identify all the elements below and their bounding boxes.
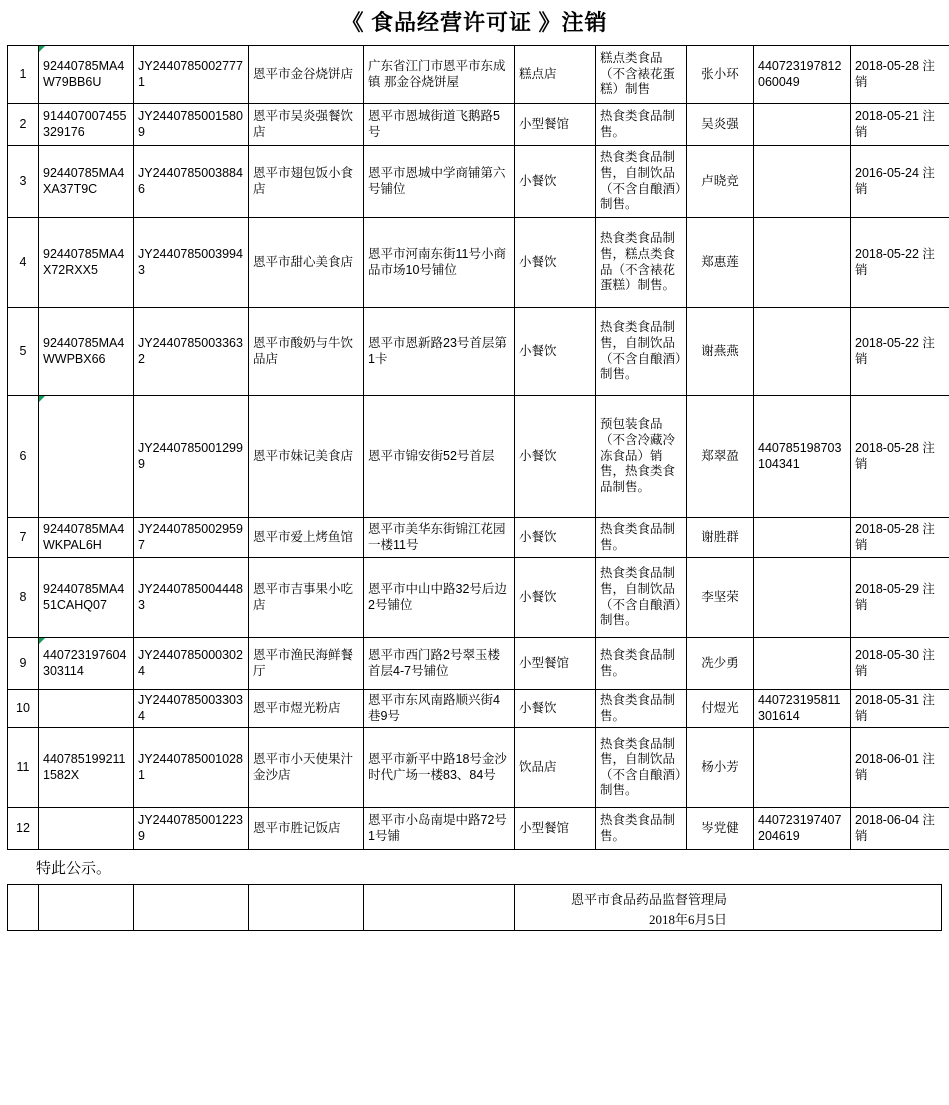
- footer-cell-2: [39, 885, 134, 931]
- table-row: [8, 308, 949, 396]
- cell-address: 恩平市河南东街11号小商品市场10号铺位: [364, 218, 515, 308]
- cell-business-name: 恩平市妹记美食店: [249, 396, 364, 518]
- footer-note: 特此公示。: [36, 861, 112, 878]
- cell-category: 小餐饮: [515, 308, 596, 396]
- cell-scope: 预包装食品（不含冷藏冷冻食品）销售，热食类食品制售。: [596, 396, 687, 518]
- cell-business-name: 恩平市胜记饭店: [249, 808, 364, 850]
- cell-id-no: [754, 518, 851, 558]
- cell-legal-person: 郑惠莲: [687, 218, 754, 308]
- issue-date: 2018年6月5日: [648, 911, 727, 927]
- cell-license-no: JY24407850003024: [134, 638, 249, 690]
- cell-legal-person: 李坚荣: [687, 558, 754, 638]
- cell-category: 小餐饮: [515, 558, 596, 638]
- cell-license-no: JY24407850012239: [134, 808, 249, 850]
- cell-id-no: 440723197812060049: [754, 46, 851, 104]
- cell-business-name: 恩平市小天使果汁金沙店: [249, 728, 364, 808]
- cell-legal-person: 张小环: [687, 46, 754, 104]
- cell-id-no: 440723195811301614: [754, 690, 851, 728]
- table-row: [8, 638, 949, 690]
- cancellation-table: [7, 45, 949, 850]
- cell-license-no: JY24407850033034: [134, 690, 249, 728]
- cell-social-credit-code: 92440785MA4WKPAL6H: [39, 518, 134, 558]
- cell-legal-person: 卢晓竞: [687, 146, 754, 218]
- cell-scope: 热食类食品制售，自制饮品（不含自酿酒）制售。: [596, 308, 687, 396]
- cell-scope: 热食类食品制售，自制饮品（不含自酿酒）制售。: [596, 146, 687, 218]
- cell-business-name: 恩平市酸奶与牛饮品店: [249, 308, 364, 396]
- cell-scope: 热食类食品制售。: [596, 808, 687, 850]
- cell-id-no: [754, 218, 851, 308]
- cell-business-name: 恩平市甜心美食店: [249, 218, 364, 308]
- cell-date: 2018-05-28 注销: [851, 518, 949, 558]
- cell-business-name: 恩平市渔民海鲜餐厅: [249, 638, 364, 690]
- row-index: 4: [8, 218, 39, 308]
- cell-license-no: JY24407850010281: [134, 728, 249, 808]
- table-row: [8, 146, 949, 218]
- cell-id-no: [754, 728, 851, 808]
- cell-address: 恩平市恩城中学商铺第六号铺位: [364, 146, 515, 218]
- cell-address: 恩平市恩城街道飞鹅路5号: [364, 104, 515, 146]
- table-row: [8, 396, 949, 518]
- table-row: [8, 104, 949, 146]
- cell-category: 小型餐馆: [515, 104, 596, 146]
- cell-business-name: 恩平市吉事果小吃店: [249, 558, 364, 638]
- cell-address: 恩平市中山中路32号后边2号铺位: [364, 558, 515, 638]
- cell-scope: 热食类食品制售。: [596, 638, 687, 690]
- cell-social-credit-code: 914407007455329176: [39, 104, 134, 146]
- cell-category: 小餐饮: [515, 396, 596, 518]
- cell-business-name: 恩平市金谷烧饼店: [249, 46, 364, 104]
- cell-scope: 热食类食品制售，糕点类食品（不含裱花蛋糕）制售。: [596, 218, 687, 308]
- cell-business-name: 恩平市吴炎强餐饮店: [249, 104, 364, 146]
- cell-category: 小餐饮: [515, 518, 596, 558]
- cell-license-no: JY24407850029597: [134, 518, 249, 558]
- row-index: 10: [8, 690, 39, 728]
- cell-legal-person: 冼少勇: [687, 638, 754, 690]
- cell-date: 2018-05-28 注销: [851, 396, 949, 518]
- table-row: [8, 558, 949, 638]
- footer-table: [7, 884, 942, 931]
- cell-scope: 糕点类食品（不含裱花蛋糕）制售: [596, 46, 687, 104]
- cell-date: 2018-06-04 注销: [851, 808, 949, 850]
- cell-date: 2018-05-22 注销: [851, 308, 949, 396]
- cell-scope: 热食类食品制售，自制饮品（不含自酿酒）制售。: [596, 728, 687, 808]
- cell-category: 糕点店: [515, 46, 596, 104]
- cell-date: 2018-06-01 注销: [851, 728, 949, 808]
- cell-id-no: [754, 308, 851, 396]
- cell-social-credit-code: [39, 808, 134, 850]
- table-row: [8, 218, 949, 308]
- table-row: [8, 518, 949, 558]
- row-index: 1: [8, 46, 39, 104]
- row-index: 7: [8, 518, 39, 558]
- table-row: [8, 690, 949, 728]
- cell-id-no: [754, 104, 851, 146]
- row-index: 2: [8, 104, 39, 146]
- footer-cell-1: [8, 885, 39, 931]
- cell-legal-person: 付煜光: [687, 690, 754, 728]
- footer-cell-3: [134, 885, 249, 931]
- cell-social-credit-code: 92440785MA4W79BB6U: [39, 46, 134, 104]
- cell-date: 2018-05-21 注销: [851, 104, 949, 146]
- cell-scope: 热食类食品制售，自制饮品（不含自酿酒）制售。: [596, 558, 687, 638]
- table-row: [8, 46, 949, 104]
- row-index: 9: [8, 638, 39, 690]
- cell-category: 饮品店: [515, 728, 596, 808]
- cell-date: 2018-05-31 注销: [851, 690, 949, 728]
- cell-legal-person: 谢燕燕: [687, 308, 754, 396]
- row-index: 6: [8, 396, 39, 518]
- cell-legal-person: 郑翠盈: [687, 396, 754, 518]
- cell-address: 广东省江门市恩平市东成镇 那金谷烧饼屋: [364, 46, 515, 104]
- cell-date: 2018-05-29 注销: [851, 558, 949, 638]
- cell-social-credit-code: 92440785MA4X72RXX5: [39, 218, 134, 308]
- cell-scope: 热食类食品制售。: [596, 104, 687, 146]
- cell-id-no: 440723197407204619: [754, 808, 851, 850]
- footer-signature-cell: [515, 885, 942, 931]
- cell-scope: 热食类食品制售。: [596, 518, 687, 558]
- cell-business-name: 恩平市爱上烤鱼馆: [249, 518, 364, 558]
- issuer-name: 恩平市食品药品监督管理局: [570, 892, 727, 908]
- cell-date: 2018-05-30 注销: [851, 638, 949, 690]
- row-index: 3: [8, 146, 39, 218]
- cell-address: 恩平市恩新路23号首层第1卡: [364, 308, 515, 396]
- cell-address: 恩平市东风南路顺兴街4巷9号: [364, 690, 515, 728]
- cell-license-no: JY24407850033632: [134, 308, 249, 396]
- cell-category: 小餐饮: [515, 146, 596, 218]
- cell-address: 恩平市新平中路18号金沙时代广场一楼83、84号: [364, 728, 515, 808]
- cell-social-credit-code: 92440785MA451CAHQ07: [39, 558, 134, 638]
- row-index: 11: [8, 728, 39, 808]
- cell-license-no: JY24407850038846: [134, 146, 249, 218]
- row-index: 8: [8, 558, 39, 638]
- cell-license-no: JY24407850012999: [134, 396, 249, 518]
- cell-license-no: JY24407850044483: [134, 558, 249, 638]
- cell-social-credit-code: 92440785MA4WWPBX66: [39, 308, 134, 396]
- cell-social-credit-code: 440723197604303114: [39, 638, 134, 690]
- cell-license-no: JY24407850015809: [134, 104, 249, 146]
- cell-social-credit-code: [39, 690, 134, 728]
- footer-cell-4: [249, 885, 364, 931]
- cell-legal-person: 谢胜群: [687, 518, 754, 558]
- table-row: [8, 808, 949, 850]
- cell-date: 2018-05-28 注销: [851, 46, 949, 104]
- cell-address: 恩平市锦安街52号首层: [364, 396, 515, 518]
- cell-scope: 热食类食品制售。: [596, 690, 687, 728]
- cell-legal-person: 吴炎强: [687, 104, 754, 146]
- cell-business-name: 恩平市翅包饭小食店: [249, 146, 364, 218]
- cell-license-no: JY24407850027771: [134, 46, 249, 104]
- cell-id-no: [754, 638, 851, 690]
- cell-address: 恩平市西门路2号翠玉楼首层4-7号铺位: [364, 638, 515, 690]
- cell-legal-person: 杨小芳: [687, 728, 754, 808]
- cell-address: 恩平市小岛南堤中路72号1号铺: [364, 808, 515, 850]
- row-index: 12: [8, 808, 39, 850]
- cell-date: 2016-05-24 注销: [851, 146, 949, 218]
- cell-id-no: [754, 558, 851, 638]
- cell-id-no: [754, 146, 851, 218]
- row-index: 5: [8, 308, 39, 396]
- cell-social-credit-code: 4407851992111582X: [39, 728, 134, 808]
- table-row: [8, 728, 949, 808]
- footer-cell-5: [364, 885, 515, 931]
- cell-social-credit-code: 92440785MA4XA37T9C: [39, 146, 134, 218]
- cell-category: 小型餐馆: [515, 808, 596, 850]
- cell-category: 小餐饮: [515, 218, 596, 308]
- footer-row: [8, 885, 942, 931]
- cell-category: 小餐饮: [515, 690, 596, 728]
- cell-address: 恩平市美华东街锦江花园一楼11号: [364, 518, 515, 558]
- cell-social-credit-code: [39, 396, 134, 518]
- cell-legal-person: 岑党健: [687, 808, 754, 850]
- cell-category: 小型餐馆: [515, 638, 596, 690]
- page-title: 《 食品经营许可证 》注销: [341, 10, 608, 35]
- cell-id-no: 440785198703104341: [754, 396, 851, 518]
- cell-business-name: 恩平市煜光粉店: [249, 690, 364, 728]
- cell-license-no: JY24407850039943: [134, 218, 249, 308]
- cell-date: 2018-05-22 注销: [851, 218, 949, 308]
